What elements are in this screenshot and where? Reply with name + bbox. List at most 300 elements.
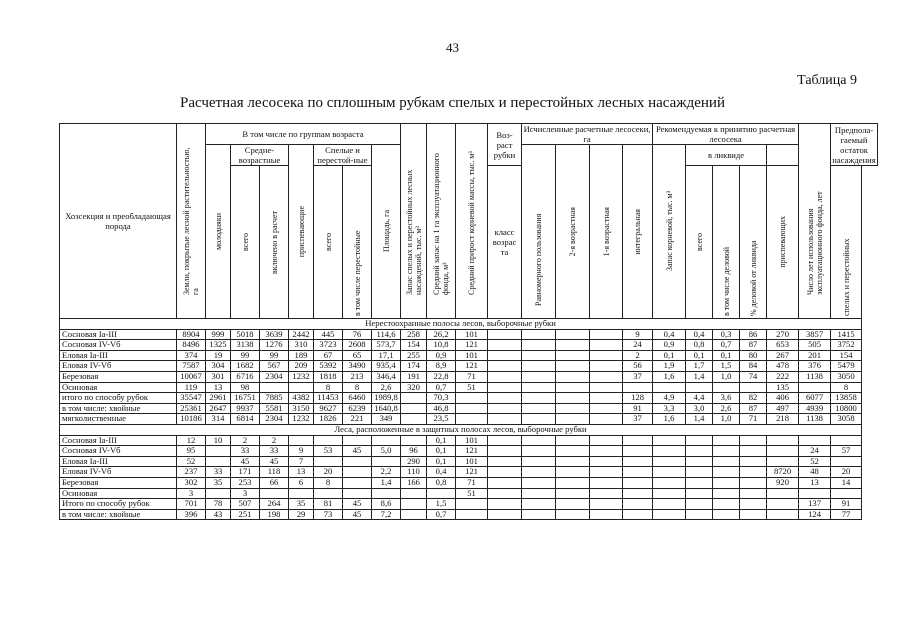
table-cell	[556, 393, 590, 404]
table-cell	[314, 456, 343, 467]
table-cell: 11453	[314, 393, 343, 404]
table-cell	[343, 477, 372, 488]
table-cell: 5581	[260, 403, 289, 414]
table-cell: 3857	[799, 329, 831, 340]
table-cell: 10186	[177, 414, 206, 425]
table-cell: 3752	[831, 340, 862, 351]
table-cell	[556, 467, 590, 478]
table-row	[60, 350, 878, 361]
table-cell: 1276	[260, 340, 289, 351]
table-cell	[556, 403, 590, 414]
table-cell: 137	[799, 499, 831, 510]
table-cell: 80	[740, 350, 767, 361]
table-cell: 52	[799, 456, 831, 467]
table-cell: 2	[231, 435, 260, 446]
table-cell: 33	[206, 467, 231, 478]
table-cell: 2961	[206, 393, 231, 404]
table-cell: 1325	[206, 340, 231, 351]
table-row	[60, 371, 878, 382]
table-cell: 8,9	[427, 361, 456, 372]
table-cell	[522, 488, 556, 499]
table-cell: 77	[831, 509, 862, 520]
table-cell: 0,1	[713, 350, 740, 361]
table-cell	[401, 414, 427, 425]
table-cell: 78	[206, 499, 231, 510]
table-label: Таблица 9	[797, 73, 857, 88]
table-cell: 87	[740, 340, 767, 351]
table-cell: 264	[260, 499, 289, 510]
table-cell: 1,4	[372, 477, 401, 488]
header-calc-integral: интегральная	[623, 145, 653, 319]
table-cell	[653, 499, 686, 510]
table-cell	[831, 488, 862, 499]
table-cell	[623, 456, 653, 467]
table-cell	[556, 435, 590, 446]
table-cell: 5479	[831, 361, 862, 372]
table-cell	[686, 435, 713, 446]
table-cell: 74	[740, 371, 767, 382]
table-cell: 0,1	[427, 456, 456, 467]
table-cell	[799, 488, 831, 499]
table-cell: 48	[799, 467, 831, 478]
table-cell	[206, 488, 231, 499]
table-cell	[522, 350, 556, 361]
table-cell: 222	[767, 371, 799, 382]
table-cell: 4382	[289, 393, 314, 404]
header-mature-over: в том числе перестойные	[343, 166, 372, 319]
table-cell: 1818	[314, 371, 343, 382]
table-row	[60, 467, 878, 478]
table-cell	[590, 382, 623, 393]
table-cell: 67	[314, 350, 343, 361]
table-cell: 66	[260, 477, 289, 488]
table-cell	[767, 488, 799, 499]
table-cell	[740, 509, 767, 520]
table-cell	[556, 329, 590, 340]
table-cell	[522, 446, 556, 457]
table-cell	[522, 403, 556, 414]
table-cell: 2608	[343, 340, 372, 351]
table-cell: 507	[231, 499, 260, 510]
table-cell	[740, 435, 767, 446]
table-cell: 23,5	[427, 414, 456, 425]
table-cell: 3723	[314, 340, 343, 351]
table-cell: 33	[260, 446, 289, 457]
table-cell	[401, 509, 427, 520]
table-cell: 12	[177, 435, 206, 446]
table-cell: 119	[177, 382, 206, 393]
table-cell: 171	[231, 467, 260, 478]
table-cell	[401, 488, 427, 499]
table-cell	[740, 477, 767, 488]
table-cell	[343, 456, 372, 467]
table-cell	[623, 488, 653, 499]
table-cell: 6460	[343, 393, 372, 404]
table-cell	[713, 435, 740, 446]
table-cell	[831, 456, 862, 467]
table-row	[60, 329, 878, 340]
table-cell: 1640,8	[372, 403, 401, 414]
header-calc-cut: Исчисленные расчетные лесосеки, га	[522, 124, 653, 145]
table-cell: 2304	[260, 414, 289, 425]
table-cell: 154	[401, 340, 427, 351]
table-cell	[623, 446, 653, 457]
table-cell: 290	[401, 456, 427, 467]
table-cell	[686, 477, 713, 488]
table-cell: 1,9	[653, 361, 686, 372]
table-cell: 1826	[314, 414, 343, 425]
table-cell	[740, 456, 767, 467]
table-cell	[653, 435, 686, 446]
table-cell: 1138	[799, 371, 831, 382]
table-cell: 29	[289, 509, 314, 520]
table-row	[60, 382, 878, 393]
table-cell: 124	[799, 509, 831, 520]
table-title: Расчетная лесосека по сплошным рубкам спелых и перестойных лесных насаждений	[179, 95, 725, 111]
allowable-cut-table	[59, 123, 878, 520]
table-cell: 8,6	[372, 499, 401, 510]
table-cell	[372, 488, 401, 499]
table-cell: 0,4	[686, 329, 713, 340]
table-cell: 209	[289, 361, 314, 372]
table-cell	[372, 435, 401, 446]
table-cell: 87	[740, 403, 767, 414]
table-cell: 101	[456, 329, 488, 340]
table-cell: 270	[767, 329, 799, 340]
row-label: мягколиственные	[60, 414, 177, 425]
table-cell: 8904	[177, 329, 206, 340]
row-label: Еловая IV-Vб	[60, 361, 177, 372]
table-cell	[653, 467, 686, 478]
table-cell	[522, 329, 556, 340]
row-label: Итого по способу рубок	[60, 499, 177, 510]
table-cell: 5392	[314, 361, 343, 372]
table-cell	[831, 435, 862, 446]
table-cell	[740, 382, 767, 393]
table-row	[60, 477, 878, 488]
table-cell: 24	[623, 340, 653, 351]
table-cell	[590, 361, 623, 372]
table-cell: 445	[314, 329, 343, 340]
table-cell	[623, 382, 653, 393]
table-row	[60, 435, 878, 446]
table-cell	[623, 499, 653, 510]
table-cell	[740, 488, 767, 499]
table-cell	[590, 371, 623, 382]
table-cell: 37	[623, 371, 653, 382]
table-cell	[289, 435, 314, 446]
table-cell	[343, 488, 372, 499]
table-cell	[343, 435, 372, 446]
table-cell: 13	[799, 477, 831, 488]
table-cell: 71	[456, 477, 488, 488]
table-cell	[590, 446, 623, 457]
header-avg-growth: Средний прирост корневой массы, тыс. м³	[456, 124, 488, 319]
table-cell: 99	[260, 350, 289, 361]
table-cell: 6239	[343, 403, 372, 414]
table-cell	[522, 414, 556, 425]
table-cell: 6	[289, 477, 314, 488]
table-cell: 3050	[831, 371, 862, 382]
table-cell: 86	[740, 329, 767, 340]
table-cell	[556, 499, 590, 510]
table-cell	[488, 446, 522, 457]
header-middle: Средне-возрастные	[231, 145, 289, 166]
table-cell: 201	[799, 350, 831, 361]
table-cell	[556, 361, 590, 372]
table-cell: 33	[231, 446, 260, 457]
table-cell: 56	[623, 361, 653, 372]
table-cell: 128	[623, 393, 653, 404]
table-cell	[590, 350, 623, 361]
table-cell: 174	[401, 361, 427, 372]
table-cell: 121	[456, 361, 488, 372]
table-cell	[289, 488, 314, 499]
table-cell: 653	[767, 340, 799, 351]
table-cell: 0,8	[427, 477, 456, 488]
table-cell	[456, 499, 488, 510]
table-cell	[686, 499, 713, 510]
table-cell: 3490	[343, 361, 372, 372]
row-label: Березовая	[60, 371, 177, 382]
table-cell: 2647	[206, 403, 231, 414]
table-cell: 3	[231, 488, 260, 499]
table-cell: 1,4	[686, 414, 713, 425]
table-cell: 1232	[289, 414, 314, 425]
table-cell: 76	[343, 329, 372, 340]
header-avg-stock: Средний запас на 1 га эксплуатационного фонда, м³	[427, 124, 456, 319]
row-label: в том числе: хвойные	[60, 509, 177, 520]
table-cell	[799, 435, 831, 446]
table-cell: 1232	[289, 371, 314, 382]
table-cell: 24	[799, 446, 831, 457]
table-cell	[740, 446, 767, 457]
table-cell: 0,7	[713, 340, 740, 351]
header-middle-total: всего	[231, 166, 260, 319]
table-cell	[653, 382, 686, 393]
table-cell: 10,8	[427, 340, 456, 351]
table-cell: 82	[740, 393, 767, 404]
table-cell	[456, 509, 488, 520]
table-cell	[653, 488, 686, 499]
table-cell	[456, 393, 488, 404]
table-cell: 1415	[831, 329, 862, 340]
table-cell	[686, 509, 713, 520]
table-cell: 6077	[799, 393, 831, 404]
table-cell	[206, 446, 231, 457]
table-cell: 920	[767, 477, 799, 488]
table-cell: 2	[260, 435, 289, 446]
table-cell: 10	[206, 435, 231, 446]
section-title: Леса, расположенные в защитных полосах лесов, выборочные рубки	[60, 424, 862, 435]
table-cell	[590, 467, 623, 478]
table-cell: 13858	[831, 393, 862, 404]
table-cell	[522, 371, 556, 382]
row-label: Еловая Iа-III	[60, 350, 177, 361]
table-cell: 1138	[799, 414, 831, 425]
row-label: Осиновая	[60, 382, 177, 393]
table-cell: 7,2	[372, 509, 401, 520]
table-cell: 20	[314, 467, 343, 478]
table-cell: 20	[831, 467, 862, 478]
table-cell: 9	[623, 329, 653, 340]
table-cell	[260, 488, 289, 499]
table-cell: 5,0	[372, 446, 401, 457]
table-row	[60, 403, 878, 414]
table-cell: 43	[206, 509, 231, 520]
table-cell	[401, 403, 427, 414]
table-cell: 253	[231, 477, 260, 488]
row-label: Осиновая	[60, 488, 177, 499]
table-cell: 406	[767, 393, 799, 404]
table-cell: 45	[343, 499, 372, 510]
table-cell: 0,9	[653, 340, 686, 351]
table-cell: 213	[343, 371, 372, 382]
table-cell: 573,7	[372, 340, 401, 351]
table-row	[60, 488, 878, 499]
section-title: Нерестоохранные полосы лесов, выборочные рубки	[60, 319, 862, 330]
table-cell: 701	[177, 499, 206, 510]
table-cell: 346,4	[372, 371, 401, 382]
table-cell	[488, 393, 522, 404]
table-cell	[522, 382, 556, 393]
table-cell: 8496	[177, 340, 206, 351]
table-cell	[488, 371, 522, 382]
table-cell: 118	[260, 467, 289, 478]
table-row	[60, 509, 878, 520]
table-cell	[713, 477, 740, 488]
table-cell	[590, 499, 623, 510]
table-cell: 3058	[831, 414, 862, 425]
table-cell	[488, 477, 522, 488]
row-label: Еловая Iа-III	[60, 456, 177, 467]
table-cell: 4939	[799, 403, 831, 414]
table-cell: 1,0	[713, 371, 740, 382]
table-cell	[799, 382, 831, 393]
table-cell	[314, 435, 343, 446]
row-label: Сосновая Iа-III	[60, 329, 177, 340]
header-recommended: Рекомендуемая к принятию расчетная лесосека	[653, 124, 799, 145]
table-cell: 9937	[231, 403, 260, 414]
table-cell: 376	[799, 361, 831, 372]
table-cell: 19	[206, 350, 231, 361]
header-age-class: класс возрас та	[488, 166, 522, 319]
table-cell	[713, 467, 740, 478]
table-cell: 6814	[231, 414, 260, 425]
table-cell: 8	[314, 477, 343, 488]
table-row	[60, 393, 878, 404]
table-cell	[686, 467, 713, 478]
table-cell: 35547	[177, 393, 206, 404]
table-cell: 505	[799, 340, 831, 351]
table-cell	[522, 435, 556, 446]
table-cell: 0,1	[427, 435, 456, 446]
table-cell: 497	[767, 403, 799, 414]
header-calc-uniform: Равномерного пользования	[522, 145, 556, 319]
table-cell: 218	[767, 414, 799, 425]
table-cell	[590, 477, 623, 488]
table-cell	[522, 467, 556, 478]
table-cell: 935,4	[372, 361, 401, 372]
table-cell: 2	[623, 350, 653, 361]
table-cell	[590, 403, 623, 414]
table-cell: 51	[456, 488, 488, 499]
header-rec-liq-business: в том числе деловой	[713, 166, 740, 319]
table-cell: 10800	[831, 403, 862, 414]
table-cell	[522, 393, 556, 404]
header-maturing: приспевающие	[289, 145, 314, 319]
table-cell: 567	[260, 361, 289, 372]
table-cell: 73	[314, 509, 343, 520]
table-cell: 8720	[767, 467, 799, 478]
table-cell: 121	[456, 446, 488, 457]
header-middle-incl: включено в расчет	[260, 166, 289, 319]
table-cell: 255	[401, 350, 427, 361]
table-cell: 3,0	[686, 403, 713, 414]
table-cell	[343, 467, 372, 478]
table-cell	[767, 509, 799, 520]
header-years: Число лет использования эксплуатационного фонда, лет	[799, 124, 831, 319]
table-cell: 16751	[231, 393, 260, 404]
table-cell: 191	[401, 371, 427, 382]
table-row	[60, 499, 878, 510]
header-rec-liquid: в ликвиде	[686, 145, 767, 166]
table-cell	[623, 477, 653, 488]
table-cell	[713, 509, 740, 520]
table-cell	[427, 488, 456, 499]
table-cell	[686, 456, 713, 467]
table-cell	[767, 446, 799, 457]
table-cell: 4,9	[653, 393, 686, 404]
header-remaining: Предпола-гаемый остаток насаждения	[832, 124, 876, 165]
table-cell	[488, 340, 522, 351]
table-cell: 51	[456, 382, 488, 393]
table-cell: 0,7	[427, 382, 456, 393]
table-cell	[488, 509, 522, 520]
table-cell: 0,7	[427, 509, 456, 520]
table-cell: 221	[343, 414, 372, 425]
header-area-covered: Земли, покрытые лесной растительностью, га	[177, 124, 206, 319]
table-cell	[488, 467, 522, 478]
table-cell: 258	[401, 329, 427, 340]
table-cell	[401, 499, 427, 510]
table-cell	[623, 509, 653, 520]
table-cell	[401, 435, 427, 446]
table-cell: 8	[831, 382, 862, 393]
table-cell	[653, 509, 686, 520]
table-cell: 2442	[289, 329, 314, 340]
table-cell: 1,6	[653, 414, 686, 425]
table-cell	[590, 340, 623, 351]
table-cell: 14	[831, 477, 862, 488]
table-cell: 0,8	[686, 340, 713, 351]
table-cell: 478	[767, 361, 799, 372]
table-cell	[767, 456, 799, 467]
table-cell	[556, 456, 590, 467]
row-label: Березовая	[60, 477, 177, 488]
table-cell: 396	[177, 509, 206, 520]
table-cell: 154	[831, 350, 862, 361]
table-cell: 53	[314, 446, 343, 457]
table-cell: 35	[289, 499, 314, 510]
table-cell: 0,1	[653, 350, 686, 361]
table-cell: 320	[401, 382, 427, 393]
table-cell	[653, 477, 686, 488]
table-cell: 3639	[260, 329, 289, 340]
table-cell: 166	[401, 477, 427, 488]
table-cell: 1,0	[713, 414, 740, 425]
table-cell: 6716	[231, 371, 260, 382]
